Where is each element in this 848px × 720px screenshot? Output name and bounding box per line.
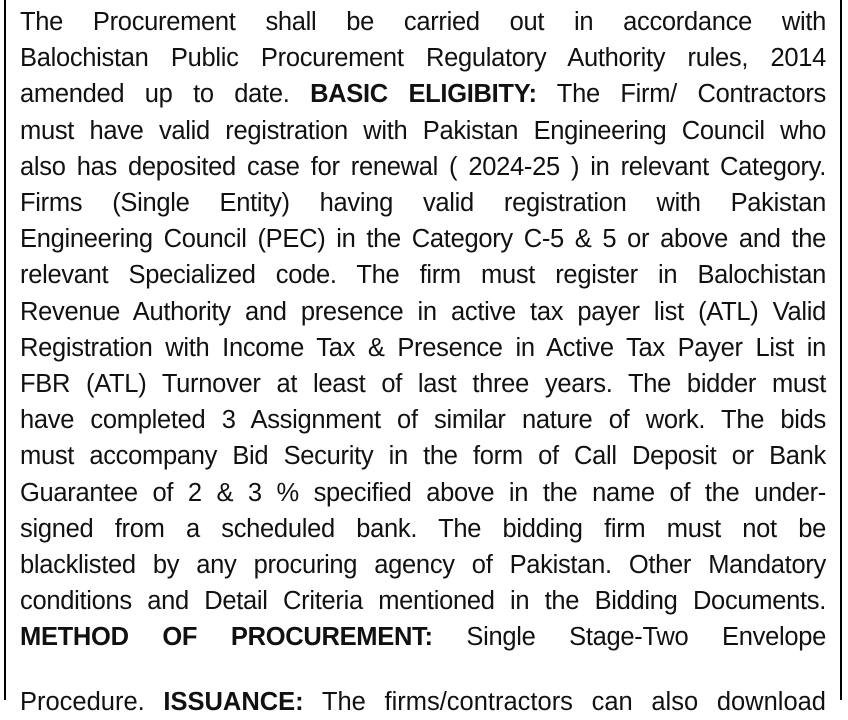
text-line (20, 330, 826, 366)
text-line (20, 76, 826, 112)
text-run: The firms/contractors can also download (303, 688, 826, 716)
text-line (20, 149, 826, 185)
text-line (20, 475, 826, 511)
text-run: FBR (ATL) Turnover at least of last three years. The bidder must (20, 370, 826, 399)
tender-notice-body (20, 4, 826, 656)
partial-line-clip (20, 685, 826, 716)
text-run: must have valid registration with Pakistan Engineering Council who (20, 116, 826, 145)
text-run: conditions and Detail Criteria mentioned in the Bidding Documents. (20, 587, 826, 616)
text-line (20, 402, 826, 438)
text-line (20, 40, 826, 76)
bold-heading: BASIC ELIGIBITY: (310, 80, 537, 109)
text-run: have completed 3 Assignment of similar nature of work. The bids (20, 406, 826, 435)
text-run: Revenue Authority and presence in active tax payer list (ATL) Valid (20, 297, 826, 326)
text-line (20, 583, 826, 619)
text-run: The Procurement shall be carried out in accordance with (20, 8, 826, 36)
text-line (20, 511, 826, 547)
bold-heading: METHOD OF PROCUREMENT: (20, 623, 433, 652)
text-line (20, 619, 826, 655)
text-run: Single Stage-Two Envelope (432, 623, 826, 652)
text-run: Procedure. (20, 688, 164, 716)
text-line (20, 294, 826, 330)
text-run: Registration with Income Tax & Presence in Active Tax Payer List in (20, 333, 826, 362)
partial-text-line (20, 684, 826, 720)
text-run: Balochistan Public Procurement Regulatory Authority rules, 2014 (20, 44, 826, 73)
text-run: signed from a scheduled bank. The bidding firm must not be (20, 514, 826, 543)
text-run: Firms (Single Entity) having valid registration with Pakistan (20, 189, 826, 218)
text-run: Guarantee of 2 & 3 % specified above in the name of the under- (20, 478, 826, 507)
text-line (20, 547, 826, 583)
text-run: must accompany Bid Security in the form of Call Deposit or Bank (20, 442, 826, 471)
text-run: The Firm/ Contractors (536, 80, 826, 109)
text-run: also has deposited case for renewal ( 2024-25 ) in relevant Category. (20, 152, 826, 181)
text-line (20, 113, 826, 149)
text-run: relevant Specialized code. The firm must register in Balochistan (20, 261, 826, 290)
text-run: blacklisted by any procuring agency of Pakistan. Other Mandatory (20, 551, 826, 580)
text-line (20, 221, 826, 257)
bold-heading: ISSUANCE: (163, 688, 304, 716)
text-line (20, 257, 826, 293)
text-line (20, 185, 826, 221)
text-line (20, 4, 826, 40)
text-run: amended up to date. (20, 80, 311, 109)
text-line (20, 366, 826, 402)
text-line (20, 438, 826, 474)
text-run: Engineering Council (PEC) in the Category C-5 & 5 or above and the (20, 225, 826, 254)
